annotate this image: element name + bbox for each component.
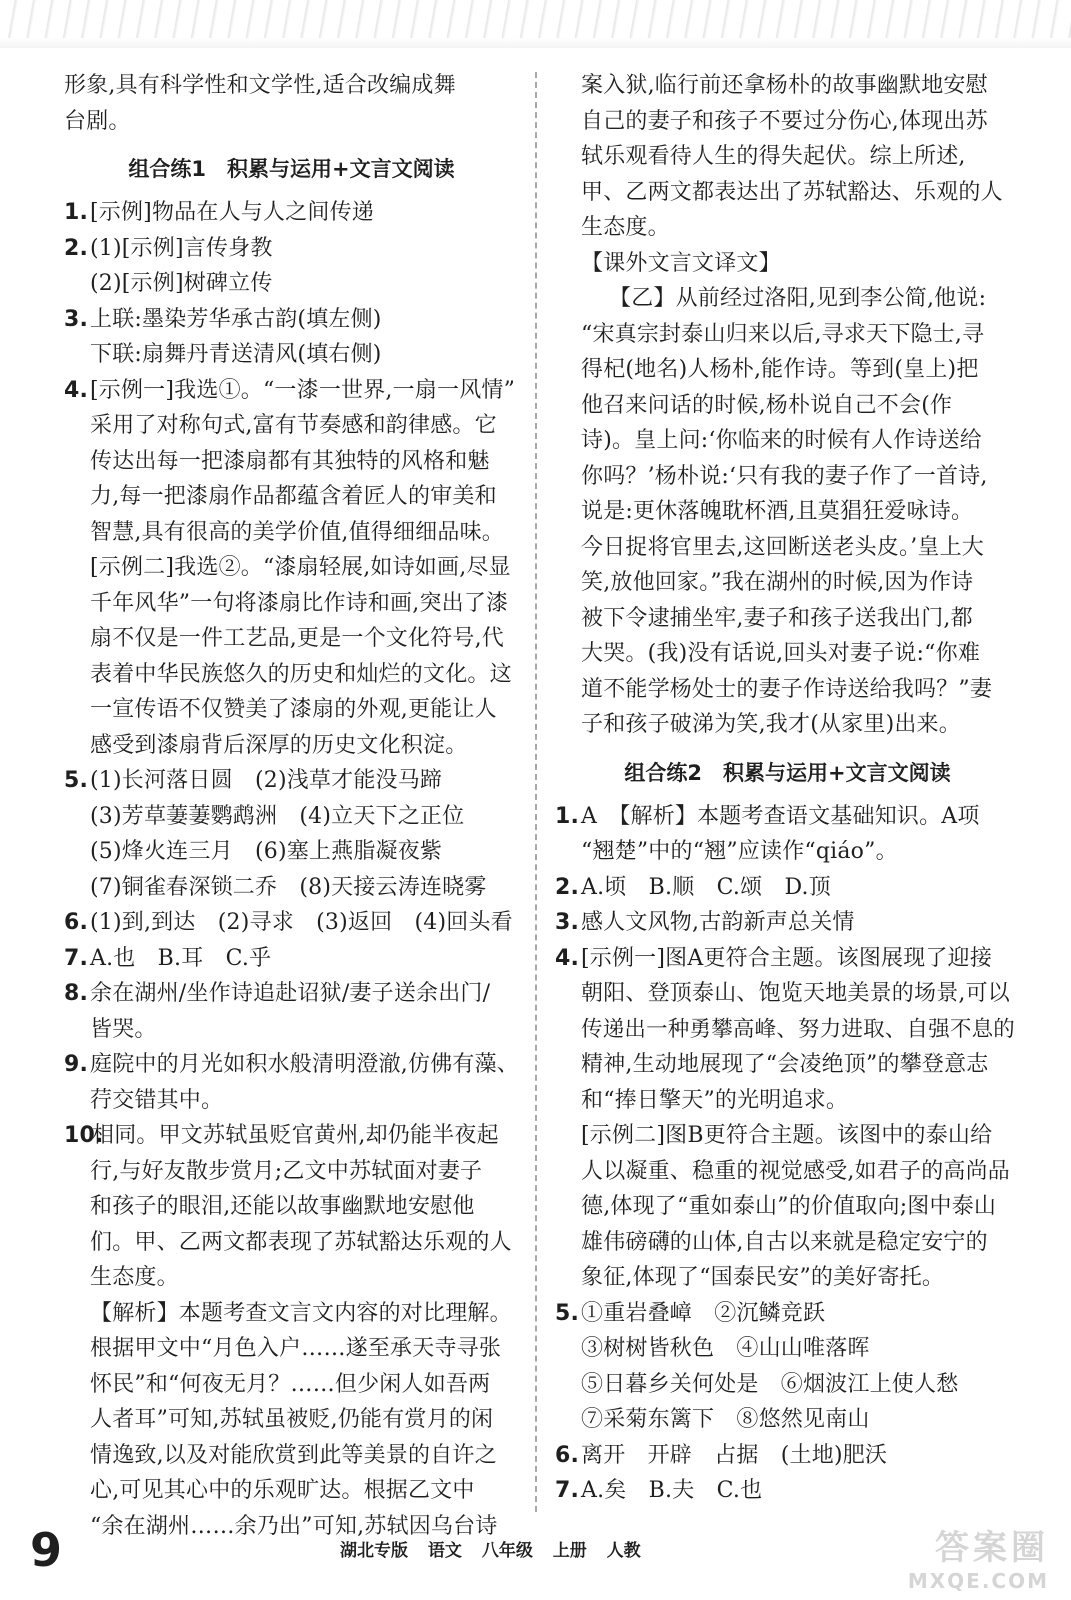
answer-item	[555, 1438, 1020, 1474]
line-text: 道不能学杨处士的妻子作诗送给我吗？”妻	[581, 676, 993, 702]
answer-item	[64, 373, 519, 409]
line-text: [示例二]我选②。“漆扇轻展,如诗如画,尽显	[90, 555, 511, 580]
text-line	[555, 1047, 1020, 1083]
text-line	[555, 175, 1020, 211]
line-text: [示例二]图B更符合主题。该图中的泰山给	[581, 1123, 993, 1148]
line-text: 行,与好友散步赏月;乙文中苏轼面对妻子	[90, 1158, 483, 1184]
text-line	[555, 68, 1020, 104]
text-line	[64, 799, 519, 835]
line-text: (2)[示例]树碑立传	[90, 271, 273, 296]
item-number: 8.	[64, 981, 89, 1006]
text-line	[555, 494, 1020, 530]
text-line	[555, 1118, 1020, 1154]
answer-item	[555, 799, 1020, 835]
item-number: 2.	[64, 235, 89, 261]
line-text: (3)芳草萋萋鹦鹉洲 (4)立天下之正位	[90, 803, 465, 829]
text-line	[555, 636, 1020, 672]
line-text: “余在湖州……余乃出”可知,苏轼因乌台诗	[90, 1513, 498, 1539]
line-text: 被下令逮捕坐牢,妻子和孩子送我出门,都	[581, 605, 973, 631]
text-line	[555, 707, 1020, 743]
line-text: 心,可见其心中的乐观旷达。根据乙文中	[90, 1478, 475, 1503]
line-text: 下联:扇舞丹青送清风(填右侧)	[90, 342, 382, 367]
line-text: “翘楚”中的“翘”应读作“qiáo”。	[581, 839, 898, 864]
text-line	[64, 1189, 519, 1225]
text-line	[64, 834, 519, 870]
line-text: 笑,放他回家。”我在湖州的时候,因为作诗	[581, 570, 974, 595]
line-text: 相同。甲文苏轼虽贬官黄州,却仍能半夜起	[92, 1123, 499, 1148]
answer-item	[64, 1047, 519, 1083]
book-series-label: 湖北专版 语文 八年级 上册 人教	[340, 1541, 641, 1561]
line-text: 自己的妻子和孩子不要过分伤心,体现出苏	[581, 108, 988, 134]
line-text: 精神,生动地展现了“会凌绝顶”的攀登意志	[581, 1052, 989, 1077]
line-text: 余在湖州/坐作诗追赴诏狱/妻子送余出门/	[90, 981, 491, 1006]
item-number: 7.	[555, 1478, 580, 1503]
text-line	[64, 657, 519, 693]
line-text: (5)烽火连三月 (6)塞上燕脂凝夜紫	[90, 839, 443, 864]
text-line	[64, 1402, 519, 1438]
page-number: 9	[30, 1523, 63, 1577]
answer-item	[555, 1296, 1020, 1332]
text-line	[555, 672, 1020, 708]
answer-item	[64, 941, 519, 977]
text-line	[555, 1402, 1020, 1438]
line-text: 得杞(地名)人杨朴,能作诗。等到(皇上)把	[581, 357, 979, 382]
text-line	[64, 1260, 519, 1296]
answer-item	[64, 231, 519, 267]
line-text: 根据甲文中“月色入户……遂至承天寺寻张	[90, 1336, 502, 1361]
text-line	[64, 444, 519, 480]
line-text: 一宣传语不仅赞美了漆扇的外观,更能让人	[90, 697, 497, 722]
line-text: ⑦采菊东篱下 ⑧悠然见南山	[581, 1407, 870, 1432]
watermark-text: 答案圈	[935, 1528, 1049, 1568]
line-text: 感人文风物,古韵新声总关情	[581, 910, 855, 935]
line-text: 诗)。皇上问:‘你临来的时候有人作诗送给	[581, 428, 982, 453]
line-text: 甲、乙两文都表达出了苏轼豁达、乐观的人	[581, 179, 1003, 205]
item-number: 5.	[64, 768, 89, 793]
text-line	[64, 692, 519, 728]
line-text: 表着中华民族悠久的历史和灿烂的文化。这	[90, 661, 512, 687]
line-text: ③树树皆秋色 ④山山唯落晖	[581, 1336, 870, 1361]
item-number: 4.	[64, 377, 89, 403]
line-text: [示例一]图A更符合主题。该图展现了迎接	[581, 945, 993, 971]
line-text: 智慧,具有很高的美学价值,值得细细品味。	[90, 519, 504, 545]
answer-item	[555, 870, 1020, 906]
line-text: A.顷 B.顺 C.颂 D.顶	[581, 874, 831, 900]
line-text: 形象,具有科学性和文学性,适合改编成舞	[64, 73, 456, 98]
line-text: 【课外文言文译文】	[581, 250, 781, 276]
text-line	[555, 530, 1020, 566]
text-line	[64, 728, 519, 764]
line-text: 生态度。	[90, 1265, 179, 1290]
line-text: A 【解析】本题考查语文基础知识。A项	[581, 803, 980, 829]
text-line	[64, 104, 519, 140]
text-line	[555, 565, 1020, 601]
text-line	[64, 1225, 519, 1261]
text-line	[555, 423, 1020, 459]
text-line	[64, 1367, 519, 1403]
line-text: [示例]物品在人与人之间传递	[90, 200, 374, 225]
text-line	[64, 266, 519, 302]
line-text: ①重岩叠嶂 ②沉鳞竞跃	[581, 1300, 826, 1326]
line-text: 采用了对称句式,富有节奏感和韵律感。它	[90, 413, 497, 438]
text-line	[555, 1367, 1020, 1403]
text-line	[64, 1012, 519, 1048]
line-text: 他召来问话的时候,杨朴说自己不会(作	[581, 392, 953, 418]
item-number: 2.	[555, 874, 580, 900]
line-text: 生态度。	[581, 215, 670, 240]
text-line	[555, 139, 1020, 175]
line-text: 你吗？’杨朴说:‘只有我的妻子作了一首诗,	[581, 463, 988, 489]
line-text: (1)长河落日圆 (2)浅草才能没马蹄	[90, 768, 443, 793]
right-column	[555, 68, 1020, 1509]
line-text: 和“捧日擎天”的光明追求。	[581, 1087, 849, 1113]
line-text: 轼乐观看待人生的得失起伏。综上所述,	[581, 144, 966, 169]
line-text: 【乙】从前经过洛阳,见到李公简,他说:	[609, 286, 987, 311]
item-number: 10.	[64, 1123, 104, 1148]
text-line	[555, 1225, 1020, 1261]
left-column	[64, 68, 519, 1544]
answer-item	[64, 1118, 519, 1154]
line-text: 雄伟磅礴的山体,自古以来就是稳定安宁的	[581, 1229, 988, 1255]
text-line	[64, 1438, 519, 1474]
line-text: 扇不仅是一件工艺品,更是一个文化符号,代	[90, 626, 504, 651]
item-number: 3.	[555, 910, 580, 935]
text-line	[555, 104, 1020, 140]
answer-item	[64, 976, 519, 1012]
text-line	[64, 1331, 519, 1367]
answer-item	[64, 195, 519, 231]
line-text: 朝阳、登顶泰山、饱览天地美景的场景,可以	[581, 981, 1010, 1006]
answer-item	[64, 905, 519, 941]
text-line	[555, 1083, 1020, 1119]
page-footer	[0, 1513, 1071, 1600]
text-line	[64, 68, 519, 104]
line-text: ⑤日暮乡关何处是 ⑥烟波江上使人愁	[581, 1371, 959, 1397]
text-line	[555, 1260, 1020, 1296]
top-decorative-band	[0, 0, 1071, 48]
line-text: 人者耳”可知,苏轼虽被贬,仍能有赏月的闲	[90, 1407, 494, 1432]
line-text: (1)[示例]言传身教	[90, 235, 273, 261]
section-heading: 组合练2 积累与运用+文言文阅读	[624, 760, 951, 785]
text-line	[555, 1154, 1020, 1190]
line-text: A.也 B.耳 C.乎	[90, 945, 272, 971]
line-text: 人以凝重、稳重的视觉感受,如君子的高尚品	[581, 1158, 1010, 1184]
text-line	[64, 515, 519, 551]
line-text: 台剧。	[64, 108, 131, 134]
line-text: 大哭。(我)没有话说,回头对妻子说:“你难	[581, 641, 981, 666]
text-line	[64, 870, 519, 906]
text-line	[64, 479, 519, 515]
item-number: 7.	[64, 945, 89, 971]
item-number: 1.	[555, 803, 580, 829]
text-line	[555, 459, 1020, 495]
text-line	[555, 976, 1020, 1012]
text-line	[64, 1296, 519, 1332]
text-line	[64, 1473, 519, 1509]
text-line	[555, 1331, 1020, 1367]
item-number: 6.	[64, 910, 89, 935]
answer-item	[555, 1473, 1020, 1509]
watermark-logo	[874, 1520, 1049, 1598]
text-line	[555, 246, 1020, 282]
line-text: 传达出每一把漆扇都有其独特的风格和魅	[90, 448, 490, 474]
line-text: 子和孩子破涕为笑,我才(从家里)出来。	[581, 712, 961, 737]
answer-item	[555, 905, 1020, 941]
line-text: 说是:更休落魄耽杯酒,且莫猖狂爱咏诗。	[581, 499, 974, 524]
item-number: 1.	[64, 200, 89, 225]
item-number: 6.	[555, 1442, 580, 1468]
line-text: 上联:墨染芳华承古韵(填左侧)	[90, 306, 382, 332]
item-number: 3.	[64, 306, 89, 332]
answer-item	[555, 941, 1020, 977]
text-line	[555, 1189, 1020, 1225]
text-line	[64, 408, 519, 444]
line-text: 象征,体现了“国泰民安”的美好寄托。	[581, 1265, 945, 1290]
answer-item	[64, 763, 519, 799]
line-text: 和孩子的眼泪,还能以故事幽默地安慰他	[90, 1194, 475, 1219]
line-text: 案入狱,临行前还拿杨朴的故事幽默地安慰	[581, 73, 988, 98]
line-text: 离开 开辟 占据 (土地)肥沃	[581, 1442, 888, 1468]
item-number: 5.	[555, 1300, 580, 1326]
section-heading: 组合练1 积累与运用+文言文阅读	[128, 157, 455, 181]
line-text: 情逸致,以及对能欣赏到此等美景的自许之	[90, 1442, 497, 1468]
line-text: 德,体现了“重如泰山”的价值取向;图中泰山	[581, 1194, 997, 1219]
text-line	[555, 317, 1020, 353]
line-text: 怀民”和“何夜无月？……但少闲人如吾两	[90, 1371, 491, 1397]
line-text: 皆哭。	[90, 1016, 157, 1042]
line-text: “宋真宗封泰山归来以后,寻求天下隐士,寻	[581, 321, 985, 347]
text-line	[555, 210, 1020, 246]
text-line	[555, 352, 1020, 388]
line-text: 今日捉将官里去,这回断送老头皮。’皇上大	[581, 534, 984, 560]
line-text: 【解析】本题考查文言文内容的对比理解。	[90, 1300, 512, 1326]
line-text: 荇交错其中。	[90, 1087, 224, 1113]
item-number: 9.	[64, 1052, 89, 1077]
watermark-site: MXQE.COM	[907, 1569, 1049, 1593]
line-text: A.矣 B.夫 C.也	[581, 1478, 763, 1503]
line-text: 庭院中的月光如积水般清明澄澈,仿佛有藻、	[90, 1052, 519, 1077]
text-line	[555, 1012, 1020, 1048]
item-number: 4.	[555, 945, 580, 971]
text-line	[555, 834, 1020, 870]
text-line	[64, 550, 519, 586]
line-text: (7)铜雀春深锁二乔 (8)天接云涛连晓雾	[90, 874, 487, 900]
line-text: 力,每一把漆扇作品都蕴含着匠人的审美和	[90, 484, 497, 509]
text-line	[64, 586, 519, 622]
answer-item	[64, 302, 519, 338]
line-text: 传递出一种勇攀高峰、努力进取、自强不息的	[581, 1016, 1016, 1042]
column-divider	[535, 72, 537, 1512]
line-text: 们。甲、乙两文都表现了苏轼豁达乐观的人	[90, 1229, 512, 1255]
line-text: 千年风华”一句将漆扇比作诗和画,突出了漆	[90, 590, 509, 616]
text-line	[64, 1083, 519, 1119]
line-text: (1)到,到达 (2)寻求 (3)返回 (4)回头看	[90, 910, 513, 935]
text-line	[64, 621, 519, 657]
text-line	[555, 601, 1020, 637]
line-text: [示例一]我选①。“一漆一世界,一扇一风情”	[90, 377, 516, 403]
text-line	[555, 388, 1020, 424]
text-line	[64, 337, 519, 373]
line-text: 感受到漆扇背后深厚的历史文化积淀。	[90, 732, 468, 758]
text-line	[64, 1154, 519, 1190]
text-line	[555, 281, 1020, 317]
